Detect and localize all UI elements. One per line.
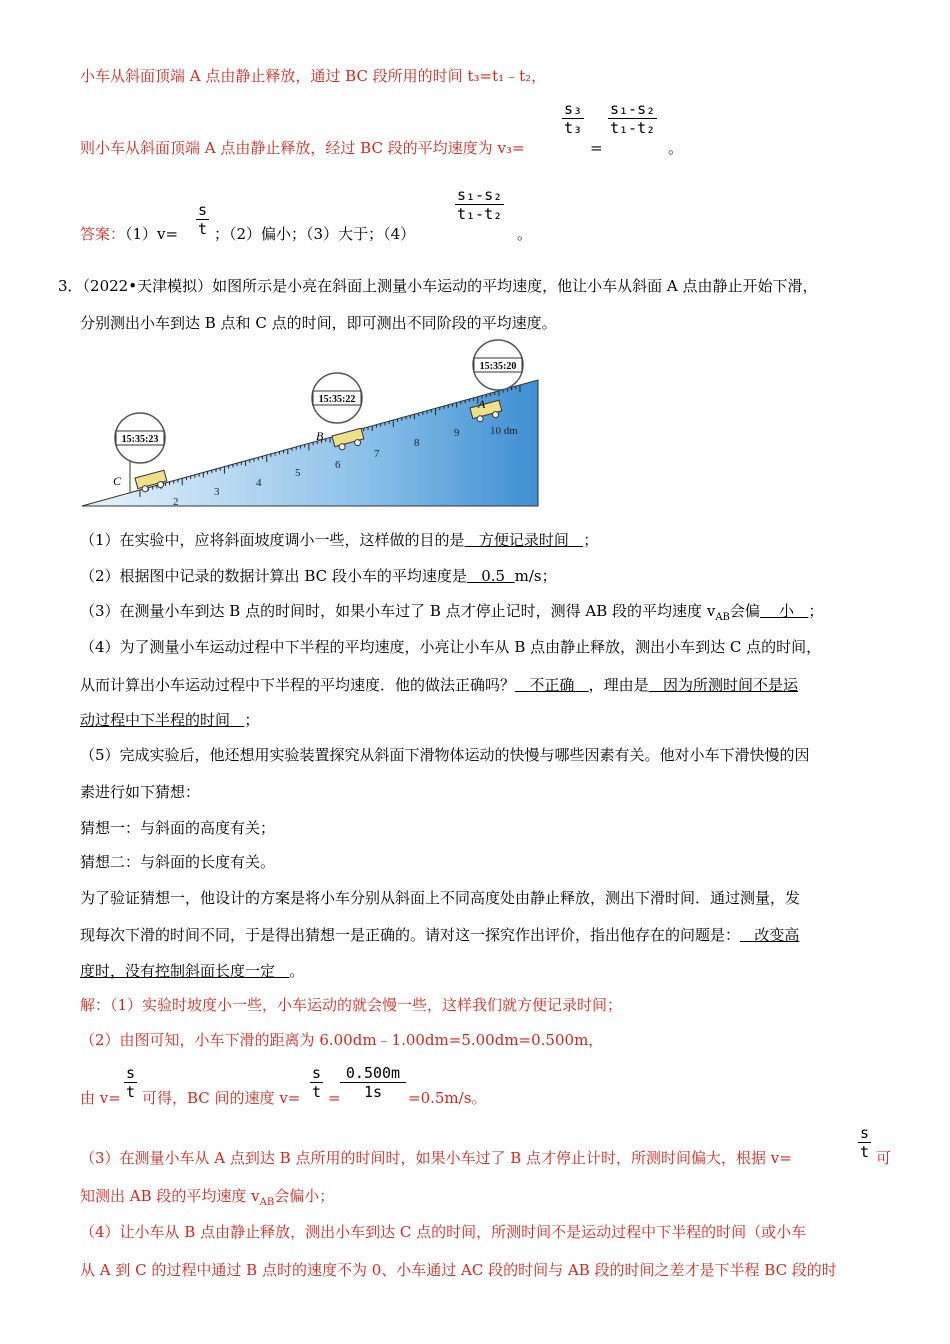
item-4-line-1: （4）为了测量小车运动过程中下半程的平均速度，小亮让小车从 B 点由静止释放，测出小车到达 C 点的时间， xyxy=(80,638,822,656)
item-3 xyxy=(80,601,823,628)
item-4-answer-2b xyxy=(80,711,244,729)
solution-line-1: 解：（1）实验时坡度小一些，小车运动的就会慢一些，这样我们就方便记录时间； xyxy=(80,996,623,1014)
paragraph-answer-a xyxy=(740,926,799,944)
item-4-line-2 xyxy=(80,675,798,695)
item-5-line-2: 素进行如下猜想： xyxy=(80,783,201,801)
guess-1: 猜想一：与斜面的高度有关； xyxy=(80,819,276,837)
clock-b-time: 15:35:22 xyxy=(318,394,356,405)
item-4-answer-2a-text: 因为所测时间不是运 xyxy=(662,676,798,694)
solution-line-2: （2）由图可知，小车下滑的距离为 6.00dm﹣1.00dm=5.00dm=0.500m， xyxy=(80,1031,604,1049)
tick-label-10dm: 10 dm xyxy=(490,425,518,437)
fraction-numerator: 0.500m xyxy=(345,1064,401,1082)
tick-label-7: 7 xyxy=(374,448,380,460)
solution-line-5 xyxy=(80,1186,334,1213)
item-1-answer xyxy=(465,531,584,549)
item-3-end: ； xyxy=(808,602,824,620)
fraction-denominator: t xyxy=(198,220,208,238)
solution-line-3b: 可得，BC 间的速度 v= xyxy=(142,1089,301,1107)
solution-line-4-end: 可 xyxy=(876,1149,892,1167)
item-4-answer-1 xyxy=(515,676,589,694)
item-1-text: （1）在实验中，应将斜面坡度调小一些，这样做的目的是 xyxy=(80,531,465,549)
fraction-s3-t3 xyxy=(562,100,584,137)
fraction-bc-s-t xyxy=(310,1064,323,1101)
clock-c-time: 15:35:23 xyxy=(121,434,159,445)
solution-line-5-end: 会偏小； xyxy=(274,1187,335,1205)
paragraph-line-3 xyxy=(80,961,304,981)
item-2 xyxy=(80,566,557,586)
clock-a xyxy=(473,340,523,390)
paragraph-text: 现每次下滑的时间不同，于是得出猜想一是正确的。请对这一探究作出评价，指出他存在的问题是： xyxy=(80,926,741,944)
tick-label-9: 9 xyxy=(454,427,460,439)
item-5-line-1: （5）完成实验后，他还想用实验装置探究从斜面下滑物体运动的快慢与哪些因素有关。他对小车下滑快慢的因 xyxy=(80,746,810,764)
paragraph-line-2 xyxy=(80,925,799,945)
item-2-text: （2）根据图中记录的数据计算出 BC 段小车的平均速度是 xyxy=(80,567,467,585)
fraction-denominator: t₁-t₂ xyxy=(610,119,656,137)
guess-2: 猜想二：与斜面的长度有关。 xyxy=(80,853,276,871)
fraction-v-s-t xyxy=(124,1064,137,1101)
item-4-line-3 xyxy=(80,710,259,730)
fraction-numerator: s₃ xyxy=(564,100,583,118)
clock-a-time: 15:35:20 xyxy=(479,361,517,372)
answer-part-2: ；（2）偏小；（3）大于；（4） xyxy=(214,225,416,243)
top-line-2-end: 。 xyxy=(668,139,684,157)
tick-label-2: 2 xyxy=(173,496,179,508)
item-4-end: ； xyxy=(244,711,260,729)
fraction-s1s2-t1t2 xyxy=(608,100,657,137)
clock-c xyxy=(115,413,165,463)
fraction-numeric xyxy=(340,1064,406,1101)
fraction-numerator: s xyxy=(126,1064,136,1082)
item-4-text: 从而计算出小车运动过程中下半程的平均速度．他的做法正确吗？ xyxy=(80,676,516,694)
question-3-line-1 xyxy=(58,276,817,296)
point-label-a: A xyxy=(478,397,486,411)
answer-end: 。 xyxy=(517,225,533,243)
paragraph-line-1: 为了验证猜想一，他设计的方案是将小车分别从斜面上不同高度处由静止释放，测出下滑时间．通过测量，发 xyxy=(80,889,801,907)
fraction-numerator: s₁-s₂ xyxy=(610,100,656,118)
fraction-denominator: t xyxy=(126,1083,136,1101)
item-3-mid: 会偏 xyxy=(729,602,760,620)
fraction-denominator: t₃ xyxy=(564,119,583,137)
fraction-v-s-t-2 xyxy=(858,1124,871,1161)
paragraph-answer-b xyxy=(80,962,289,980)
fraction-numerator: s xyxy=(312,1064,322,1082)
solution-line-5-text: 知测出 AB 段的平均速度 v xyxy=(80,1187,260,1205)
answer-part-1: （1）v= xyxy=(125,225,179,243)
item-1-end: ； xyxy=(583,531,599,549)
item-2-answer xyxy=(467,567,515,585)
item-3-subscript: AB xyxy=(715,612,730,623)
paragraph-end: 。 xyxy=(289,962,305,980)
fraction-numerator: s xyxy=(860,1124,870,1142)
item-1 xyxy=(80,530,598,550)
item-2-end: m/s； xyxy=(514,567,557,585)
solution-line-3d: =0.5m/s。 xyxy=(408,1089,487,1107)
paragraph-answer-a-text: 改变高 xyxy=(754,926,800,944)
item-4-mid: ，理由是 xyxy=(588,676,649,694)
solution-line-7: 从 A 到 C 的过程中通过 B 点时的速度不为 0、小车通过 AC 段的时间与 AB 段的时间之差才是下半程 BC 段的时 xyxy=(80,1261,837,1279)
item-3-answer-text: 小 xyxy=(778,602,794,620)
equals-sign: = xyxy=(590,139,603,157)
fraction-answer-4 xyxy=(455,186,504,223)
incline-figure xyxy=(80,338,550,510)
item-3-answer xyxy=(760,602,808,620)
tick-label-3: 3 xyxy=(214,486,220,498)
point-label-b: B xyxy=(316,429,324,443)
top-line-2-text: 则小车从斜面顶端 A 点由静止释放，经过 BC 段的平均速度为 v₃= xyxy=(80,139,525,157)
solution-line-5-sub: AB xyxy=(259,1197,275,1208)
tick-label-4: 4 xyxy=(256,477,262,489)
fraction-numerator: s xyxy=(198,201,208,219)
solution-equals: = xyxy=(328,1089,341,1107)
fraction-denominator: t xyxy=(312,1083,322,1101)
item-4-answer-2b-text: 动过程中下半程的时间 xyxy=(80,711,231,729)
item-2-answer-text: 0.5 xyxy=(481,567,506,585)
top-line-1: 小车从斜面顶端 A 点由静止释放，通过 BC 段所用的时间 t₃=t₁﹣t₂， xyxy=(80,67,547,85)
question-number: 3． xyxy=(58,277,83,295)
solution-line-3a: 由 v= xyxy=(80,1089,121,1107)
fraction-denominator: t₁-t₂ xyxy=(457,205,503,223)
top-line-2 xyxy=(80,138,525,158)
solution-line-6: （4）让小车从 B 点由静止释放，测出小车到达 C 点的时间，所测时间不是运动过程中下半程的时间（或小车 xyxy=(80,1223,807,1241)
fraction-s-t xyxy=(196,201,209,238)
item-4-answer-1-text: 不正确 xyxy=(529,676,575,694)
item-1-answer-text: 方便记录时间 xyxy=(478,531,569,549)
answer-line xyxy=(80,224,178,244)
fraction-numerator: s₁-s₂ xyxy=(457,186,503,204)
answer-label: 答案： xyxy=(80,225,126,243)
fraction-denominator: 1s xyxy=(363,1083,383,1101)
fraction-denominator: t xyxy=(860,1143,870,1161)
clock-b xyxy=(312,373,362,423)
tick-label-6: 6 xyxy=(335,459,341,471)
tick-label-8: 8 xyxy=(414,437,420,449)
paragraph-answer-b-text: 度时，没有控制斜面长度一定 xyxy=(80,962,276,980)
question-3-line-2: 分别测出小车到达 B 点和 C 点的时间，即可测出不同阶段的平均速度。 xyxy=(80,314,557,332)
item-3-text: （3）在测量小车到达 B 点的时间时，如果小车过了 B 点才停止记时，测得 AB 段的平均速度 v xyxy=(80,602,716,620)
point-label-c: C xyxy=(113,474,122,488)
tick-label-5: 5 xyxy=(295,467,301,479)
question-text-1: （2022•天津模拟）如图所示是小亮在斜面上测量小车运动的平均速度，他让小车从斜面 A 点由静止开始下滑， xyxy=(82,277,818,295)
solution-line-4: （3）在测量小车从 A 点到达 B 点所用的时间时，如果小车过了 B 点才停止计时，所测时间偏大，根据 v= xyxy=(80,1149,792,1167)
item-4-answer-2a xyxy=(649,676,798,694)
